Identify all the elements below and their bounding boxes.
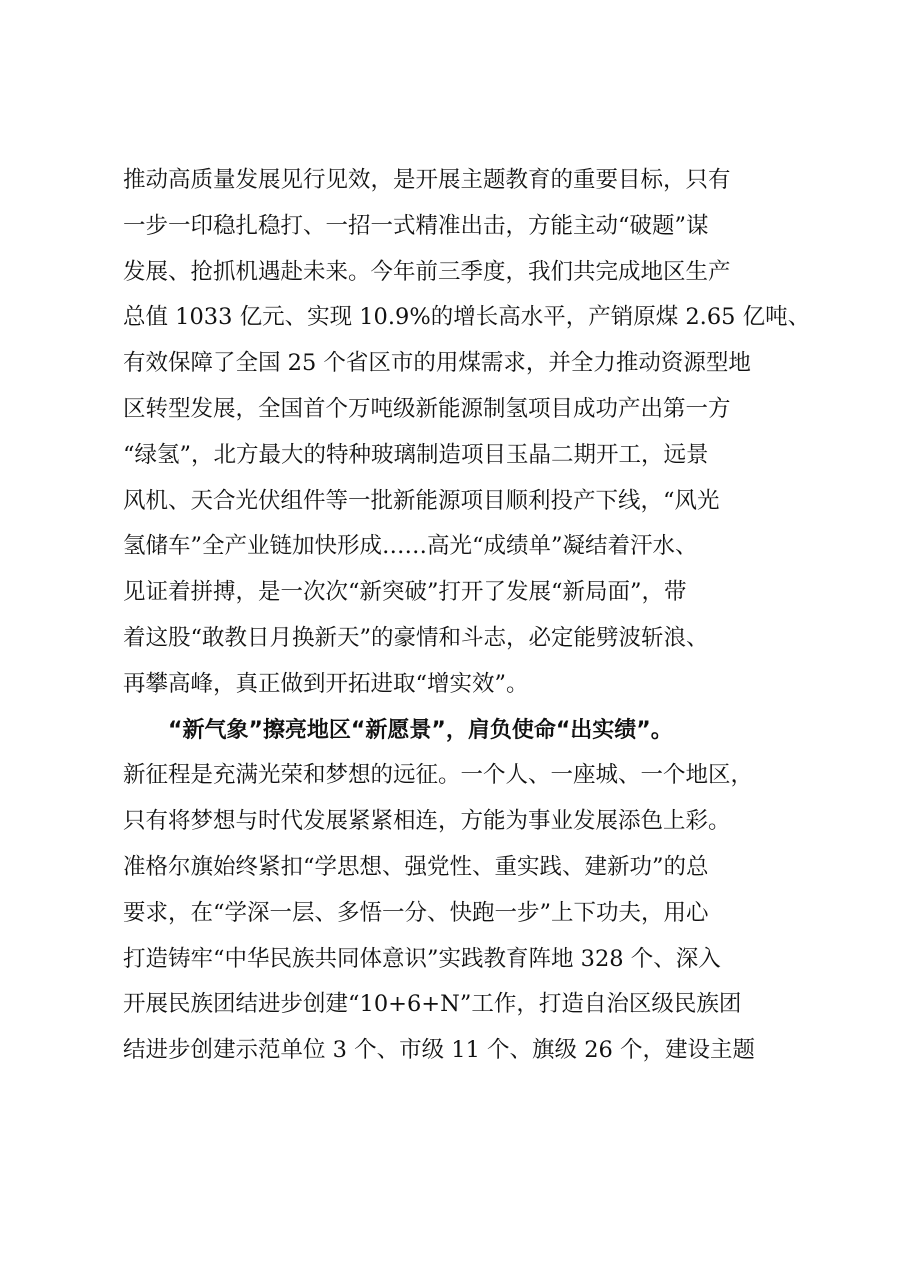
body-line: 区转型发展，全国首个万吨级新能源制氢项目成功产出第一方 <box>123 395 731 422</box>
body-line: 开展民族团结进步创建“10+6+N”工作，打造自治区级民族团 <box>123 991 742 1018</box>
body-line: 有效保障了全国 25 个省区市的用煤需求，并全力推动资源型地 <box>123 350 751 377</box>
body-line: 风机、天合光伏组件等一批新能源项目顺利投产下线，“风光 <box>123 487 720 514</box>
section-heading: “新气象”擦亮地区“新愿景”，肩负使命“出实绩”。 <box>168 717 673 743</box>
body-line: 着这股“敢教日月换新天”的豪情和斗志，必定能劈波斩浪、 <box>123 624 709 651</box>
body-line: 一步一印稳扎稳打、一招一式精准出击，方能主动“破题”谋 <box>123 212 709 239</box>
body-line: 结进步创建示范单位 3 个、市级 11 个、旗级 26 个，建设主题 <box>123 1037 755 1064</box>
body-line: 再攀高峰，真正做到开拓进取“增实效”。 <box>123 670 529 697</box>
body-line: 总值 1033 亿元、实现 10.9%的增长高水平，产销原煤 2.65 亿吨、 <box>123 304 811 331</box>
body-line: 发展、抢抓机遇赴未来。今年前三季度，我们共完成地区生产 <box>123 258 731 285</box>
body-line: 打造铸牢“中华民族共同体意识”实践教育阵地 328 个、深入 <box>123 945 721 972</box>
body-line: “绿氢”，北方最大的特种玻璃制造项目玉晶二期开工，远景 <box>123 441 709 468</box>
body-line: 准格尔旗始终紧扣“学思想、强党性、重实践、建新功”的总 <box>123 853 709 880</box>
body-line: 见证着拼搏，是一次次“新突破”打开了发展“新局面”，带 <box>123 579 687 606</box>
body-line: 推动高质量发展见行见效，是开展主题教育的重要目标，只有 <box>123 167 731 193</box>
document-body <box>123 158 813 1074</box>
body-line: 要求，在“学深一层、多悟一分、快跑一步”上下功夫，用心 <box>123 899 709 926</box>
body-line: 新征程是充满光荣和梦想的远征。一个人、一座城、一个地区， <box>123 762 754 789</box>
body-line: 氢储车”全产业链加快形成……高光“成绩单”凝结着汗水、 <box>123 533 698 560</box>
body-line: 只有将梦想与时代发展紧紧相连，方能为事业发展添色上彩。 <box>123 808 731 835</box>
